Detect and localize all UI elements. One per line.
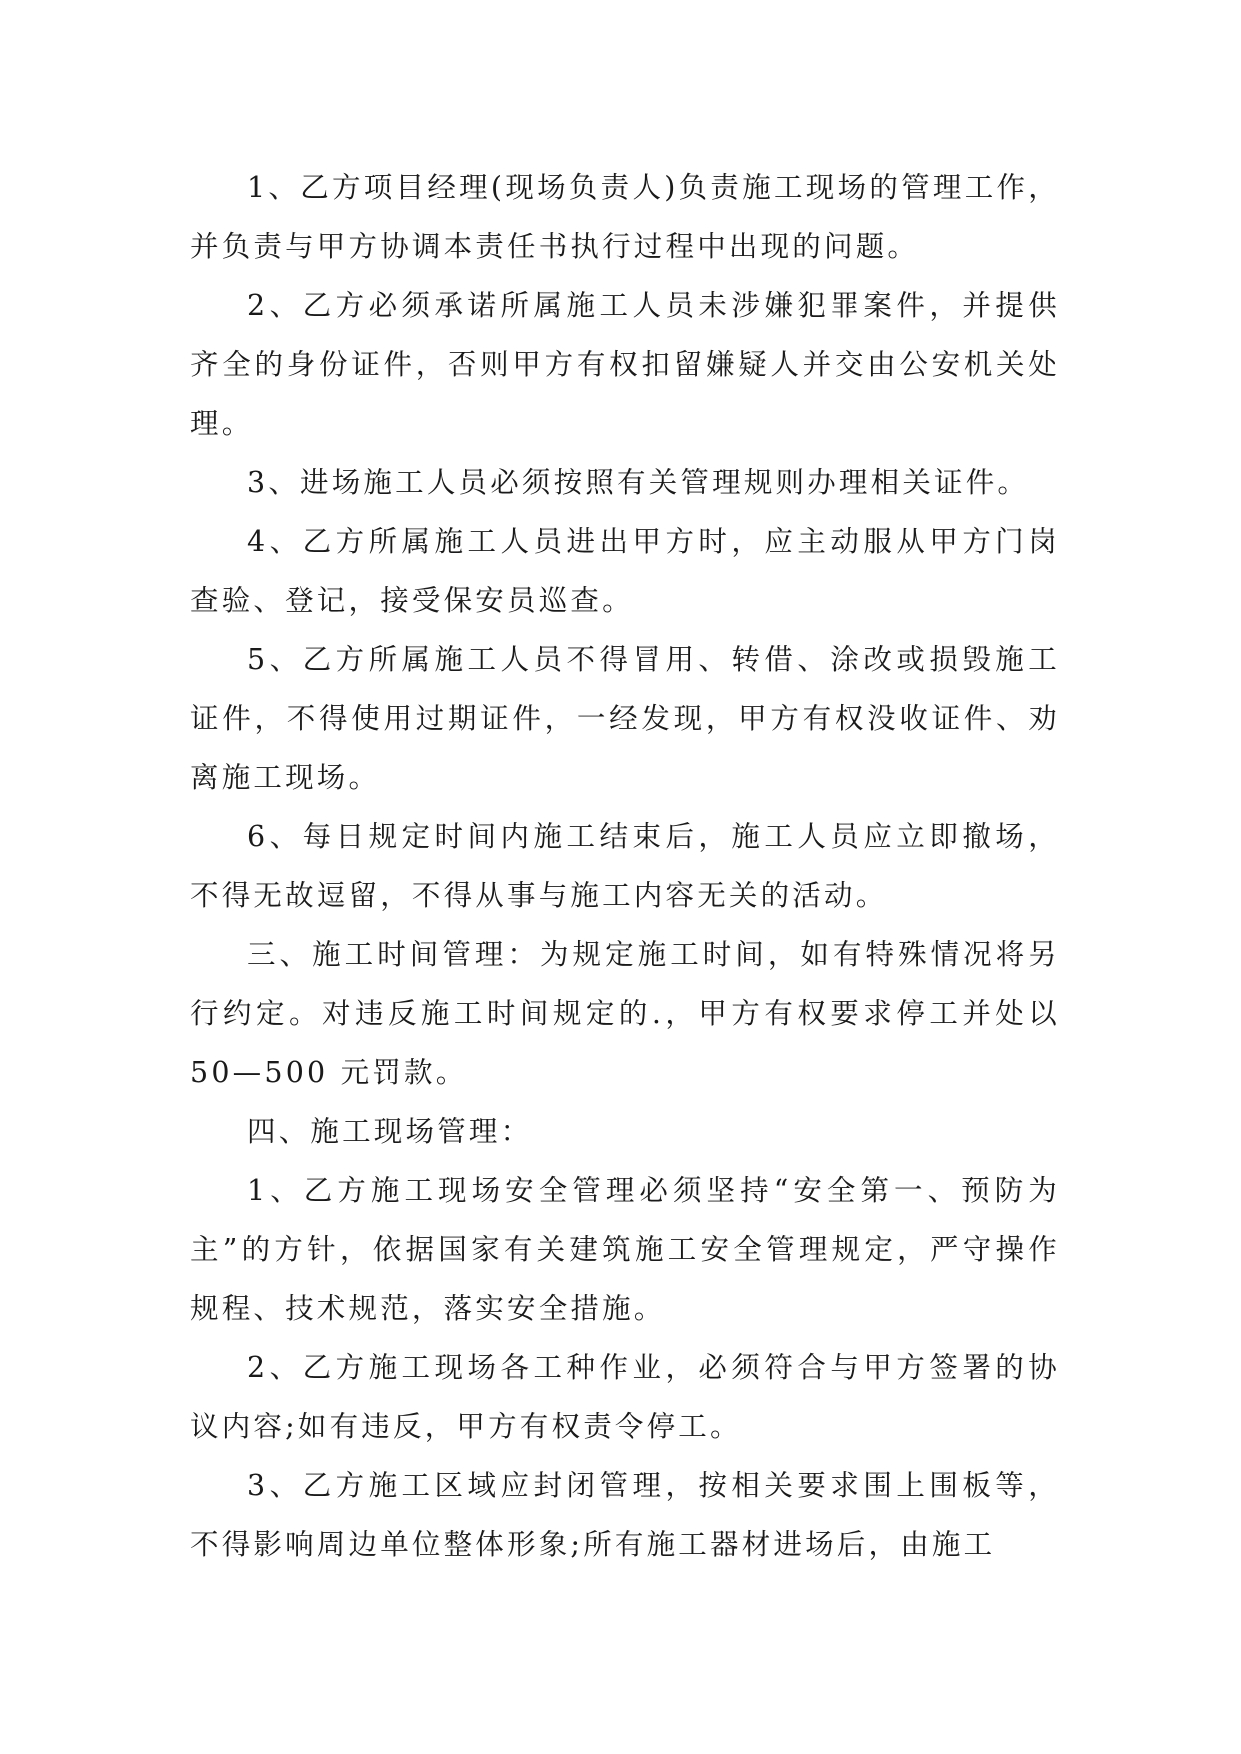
paragraph-6: 6、每日规定时间内施工结束后，施工人员应立即撤场，不得无故逗留，不得从事与施工内容无关的活动。 — [190, 820, 1060, 912]
section-four-heading: 四、施工现场管理： — [247, 1115, 533, 1148]
document-body — [190, 158, 1060, 1574]
paragraph-2: 2、乙方必须承诺所属施工人员未涉嫌犯罪案件，并提供齐全的身份证件，否则甲方有权扣留嫌疑人并交由公安机关处理。 — [190, 289, 1060, 440]
section-four-item-3: 3、乙方施工区域应封闭管理，按相关要求围上围板等，不得影响周边单位整体形象;所有施工器材进场后，由施工 — [190, 1469, 1060, 1561]
paragraph-4: 4、乙方所属施工人员进出甲方时，应主动服从甲方门岗查验、登记，接受保安员巡查。 — [190, 525, 1060, 617]
paragraph-1: 1、乙方项目经理(现场负责人)负责施工现场的管理工作，并负责与甲方协调本责任书执行过程中出现的问题。 — [190, 171, 1060, 263]
paragraph-5: 5、乙方所属施工人员不得冒用、转借、涂改或损毁施工证件，不得使用过期证件，一经发现，甲方有权没收证件、劝离施工现场。 — [190, 643, 1060, 794]
section-three-paragraph: 三、施工时间管理：为规定施工时间，如有特殊情况将另行约定。对违反施工时间规定的.，甲方有权要求停工并处以 50—500 元罚款。 — [190, 938, 1060, 1089]
paragraph-3: 3、进场施工人员必须按照有关管理规则办理相关证件。 — [247, 466, 1030, 499]
section-four-item-2: 2、乙方施工现场各工种作业，必须符合与甲方签署的协议内容;如有违反，甲方有权责令停工。 — [190, 1351, 1060, 1443]
section-four-item-1: 1、乙方施工现场安全管理必须坚持“安全第一、预防为主”的方针，依据国家有关建筑施工安全管理规定，严守操作规程、技术规范，落实安全措施。 — [190, 1174, 1060, 1325]
